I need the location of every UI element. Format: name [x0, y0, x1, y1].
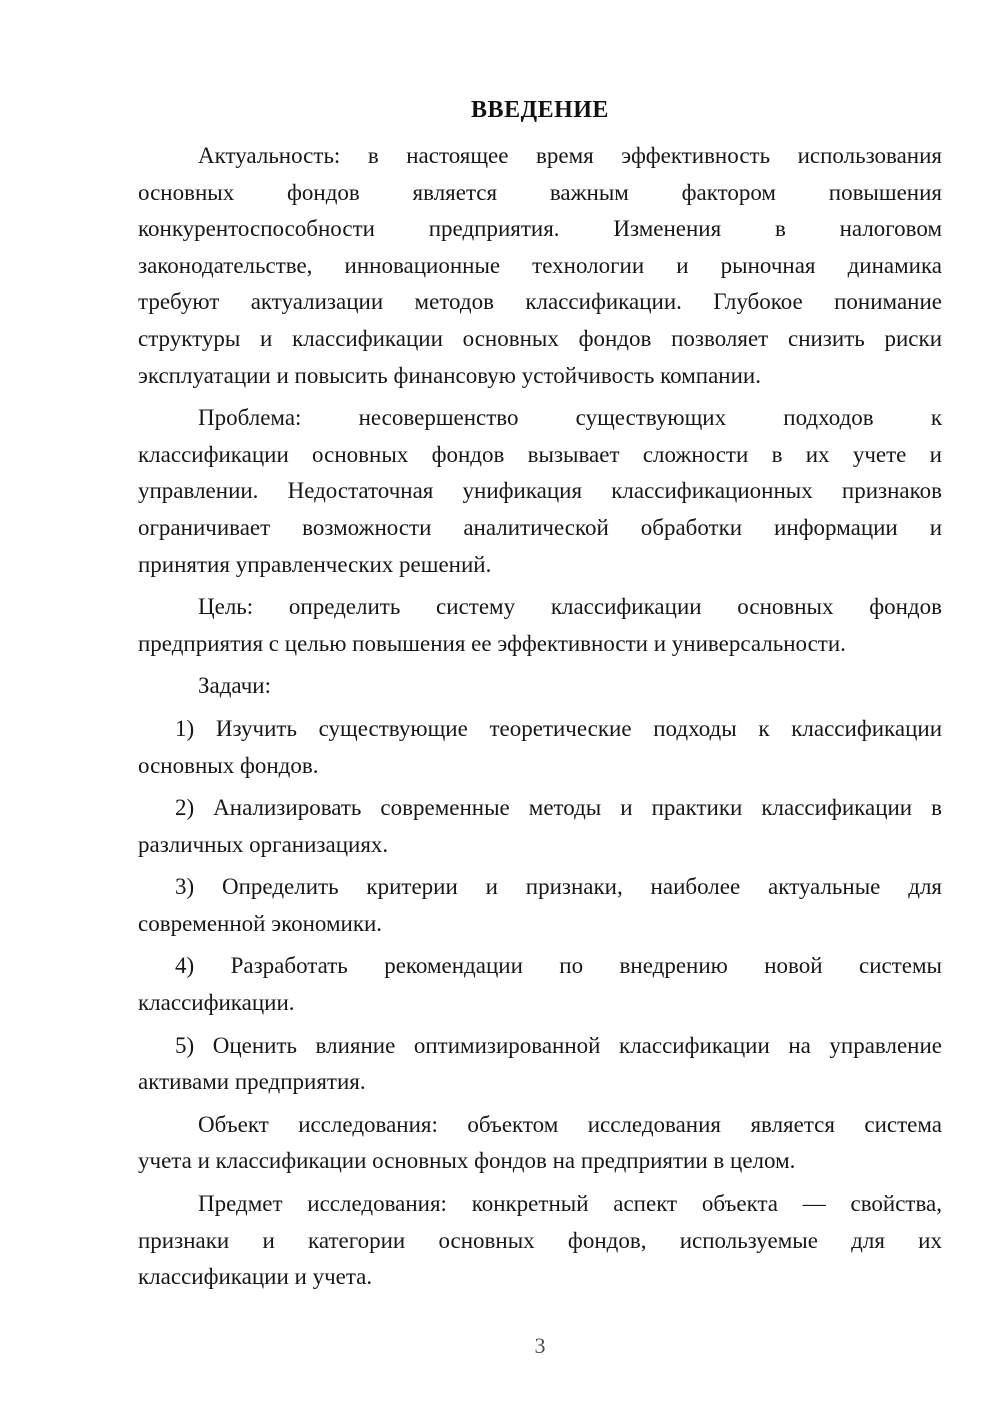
- task-list-item: [138, 790, 942, 863]
- text-line: Предмет исследования: конкретный аспект объекта — свойства,: [198, 1191, 942, 1217]
- text-line: 2) Анализировать современные методы и практики классификации в: [175, 795, 942, 821]
- text-line: классификации основных фондов вызывает сложности в их учете и: [138, 441, 942, 467]
- text-line: основных фондов является важным фактором повышения: [138, 179, 942, 205]
- document-body: [138, 138, 942, 1296]
- text-line: конкурентоспособности предприятия. Изменения в налоговом: [138, 216, 942, 242]
- page-number: 3: [534, 1333, 546, 1358]
- task-list-item: [138, 948, 942, 1021]
- text-line: эксплуатации и повысить финансовую устойчивость компании.: [138, 362, 761, 388]
- text-line: классификации.: [138, 990, 295, 1016]
- text-line: законодательстве, инновационные технологии и рыночная динамика: [138, 252, 942, 278]
- text-line: учета и классификации основных фондов на предприятии в целом.: [138, 1148, 796, 1174]
- document-content: [138, 92, 942, 1302]
- text-line: Актуальность: в настоящее время эффективность использования: [198, 143, 942, 168]
- task-list-item: [138, 869, 942, 942]
- text-line: структуры и классификации основных фондов позволяет снизить риски: [138, 325, 942, 351]
- text-line: современной экономики.: [138, 910, 383, 936]
- paragraph: [138, 138, 942, 394]
- text-line: предприятия с целью повышения ее эффективности и универсальности.: [138, 630, 846, 656]
- text-line: Проблема: несовершенство существующих подходов к: [198, 405, 942, 431]
- text-line: различных организациях.: [138, 831, 389, 857]
- paragraph: [138, 1186, 942, 1296]
- page-title: ВВЕДЕНИЕ: [471, 97, 609, 123]
- text-line: активами предприятия.: [138, 1069, 366, 1095]
- text-line: Объект исследования: объектом исследования является система: [198, 1111, 942, 1137]
- paragraph: [138, 668, 942, 705]
- text-line: принятия управленческих решений.: [138, 551, 492, 577]
- task-list-item: [138, 1028, 942, 1101]
- text-line: классификации и учета.: [138, 1264, 373, 1290]
- text-line: Задачи:: [198, 673, 271, 699]
- text-line: управлении. Недостаточная унификация классификационных признаков: [138, 478, 942, 504]
- text-line: 4) Разработать рекомендации по внедрению новой системы: [175, 953, 942, 979]
- text-line: 1) Изучить существующие теоретические подходы к классификации: [175, 715, 942, 741]
- paragraph: [138, 400, 942, 583]
- paragraph: [138, 589, 942, 662]
- paragraph: [138, 1107, 942, 1180]
- text-line: требуют актуализации методов классификации. Глубокое понимание: [138, 289, 942, 315]
- text-line: Цель: определить систему классификации основных фондов: [198, 594, 942, 620]
- task-list-item: [138, 711, 942, 784]
- text-line: 5) Оценить влияние оптимизированной классификации на управление: [175, 1032, 942, 1058]
- text-line: признаки и категории основных фондов, используемые для их: [138, 1227, 942, 1253]
- text-line: ограничивает возможности аналитической обработки информации и: [138, 514, 942, 540]
- text-line: 3) Определить критерии и признаки, наиболее актуальные для: [175, 874, 942, 900]
- text-line: основных фондов.: [138, 752, 319, 778]
